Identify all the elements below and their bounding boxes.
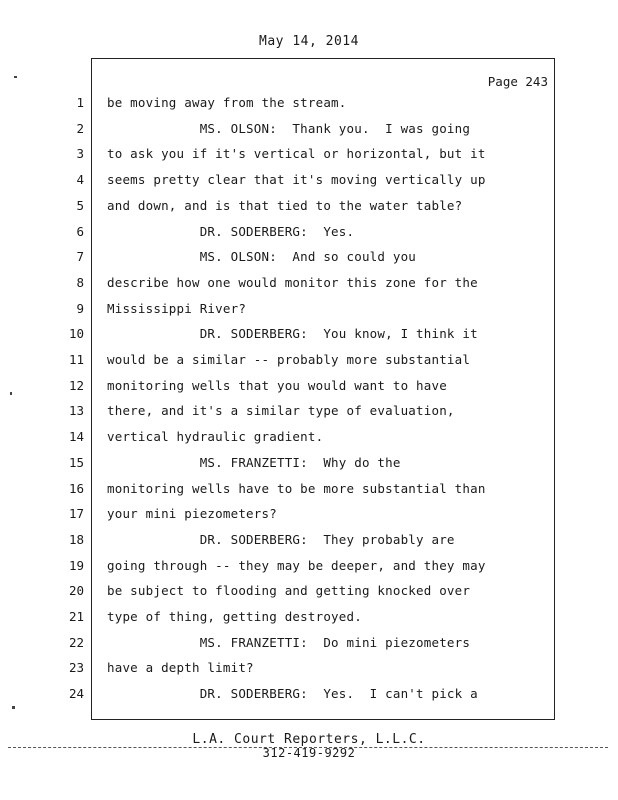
line-number: 14: [68, 429, 84, 444]
transcript-line: vertical hydraulic gradient.: [107, 429, 324, 444]
line-number: 10: [68, 326, 84, 341]
line-number: 12: [68, 378, 84, 393]
page-label: Page 243: [487, 74, 548, 89]
transcript-line: seems pretty clear that it's moving vertically up: [107, 172, 486, 187]
transcript-line: there, and it's a similar type of evaluation,: [107, 403, 455, 418]
line-number: 3: [76, 146, 84, 161]
line-number: 17: [68, 506, 84, 521]
scan-speck: [10, 392, 12, 395]
line-number: 24: [68, 686, 84, 701]
header-date: May 14, 2014: [259, 34, 359, 49]
line-number: 8: [76, 275, 84, 290]
transcript-line: monitoring wells that you would want to have: [107, 378, 447, 393]
scan-speck: [12, 706, 15, 709]
transcript-line: and down, and is that tied to the water table?: [107, 198, 463, 213]
scan-speck: [14, 76, 17, 78]
footer-phone: 312-419-9292: [262, 746, 356, 760]
line-number: 4: [76, 172, 84, 187]
transcript-line: MS. OLSON: And so could you: [107, 249, 417, 264]
line-number: 19: [68, 558, 84, 573]
transcript-line: Mississippi River?: [107, 301, 247, 316]
line-number: 21: [68, 609, 84, 624]
transcript-line: MS. OLSON: Thank you. I was going: [107, 121, 471, 136]
line-number: 23: [68, 660, 84, 675]
transcript-line: describe how one would monitor this zone for the: [107, 275, 478, 290]
line-number: 16: [68, 481, 84, 496]
line-number: 15: [68, 455, 84, 470]
transcript-line: DR. SODERBERG: They probably are: [107, 532, 455, 547]
line-number: 6: [76, 224, 84, 239]
line-number: 9: [76, 301, 84, 316]
footer-company: L.A. Court Reporters, L.L.C.: [192, 732, 426, 747]
transcript-line: DR. SODERBERG: Yes.: [107, 224, 355, 239]
transcript-line: be moving away from the stream.: [107, 95, 347, 110]
line-number: 20: [68, 583, 84, 598]
transcript-line: DR. SODERBERG: You know, I think it: [107, 326, 478, 341]
transcript-line: DR. SODERBERG: Yes. I can't pick a: [107, 686, 478, 701]
line-number: 7: [76, 249, 84, 264]
line-number: 13: [68, 403, 84, 418]
line-number: 18: [68, 532, 84, 547]
transcript-line: MS. FRANZETTI: Why do the: [107, 455, 401, 470]
transcript-line: be subject to flooding and getting knocked over: [107, 583, 471, 598]
transcript-line: would be a similar -- probably more substantial: [107, 352, 471, 367]
line-number: 1: [76, 95, 84, 110]
line-number: 22: [68, 635, 84, 650]
line-number: 5: [76, 198, 84, 213]
line-number: 2: [76, 121, 84, 136]
line-number: 11: [68, 352, 84, 367]
transcript-line: your mini piezometers?: [107, 506, 277, 521]
transcript-line: type of thing, getting destroyed.: [107, 609, 362, 624]
transcript-line: have a depth limit?: [107, 660, 254, 675]
transcript-line: MS. FRANZETTI: Do mini piezometers: [107, 635, 471, 650]
transcript-line: going through -- they may be deeper, and they may: [107, 558, 486, 573]
transcript-line: monitoring wells have to be more substantial than: [107, 481, 486, 496]
transcript-line: to ask you if it's vertical or horizontal, but it: [107, 146, 486, 161]
